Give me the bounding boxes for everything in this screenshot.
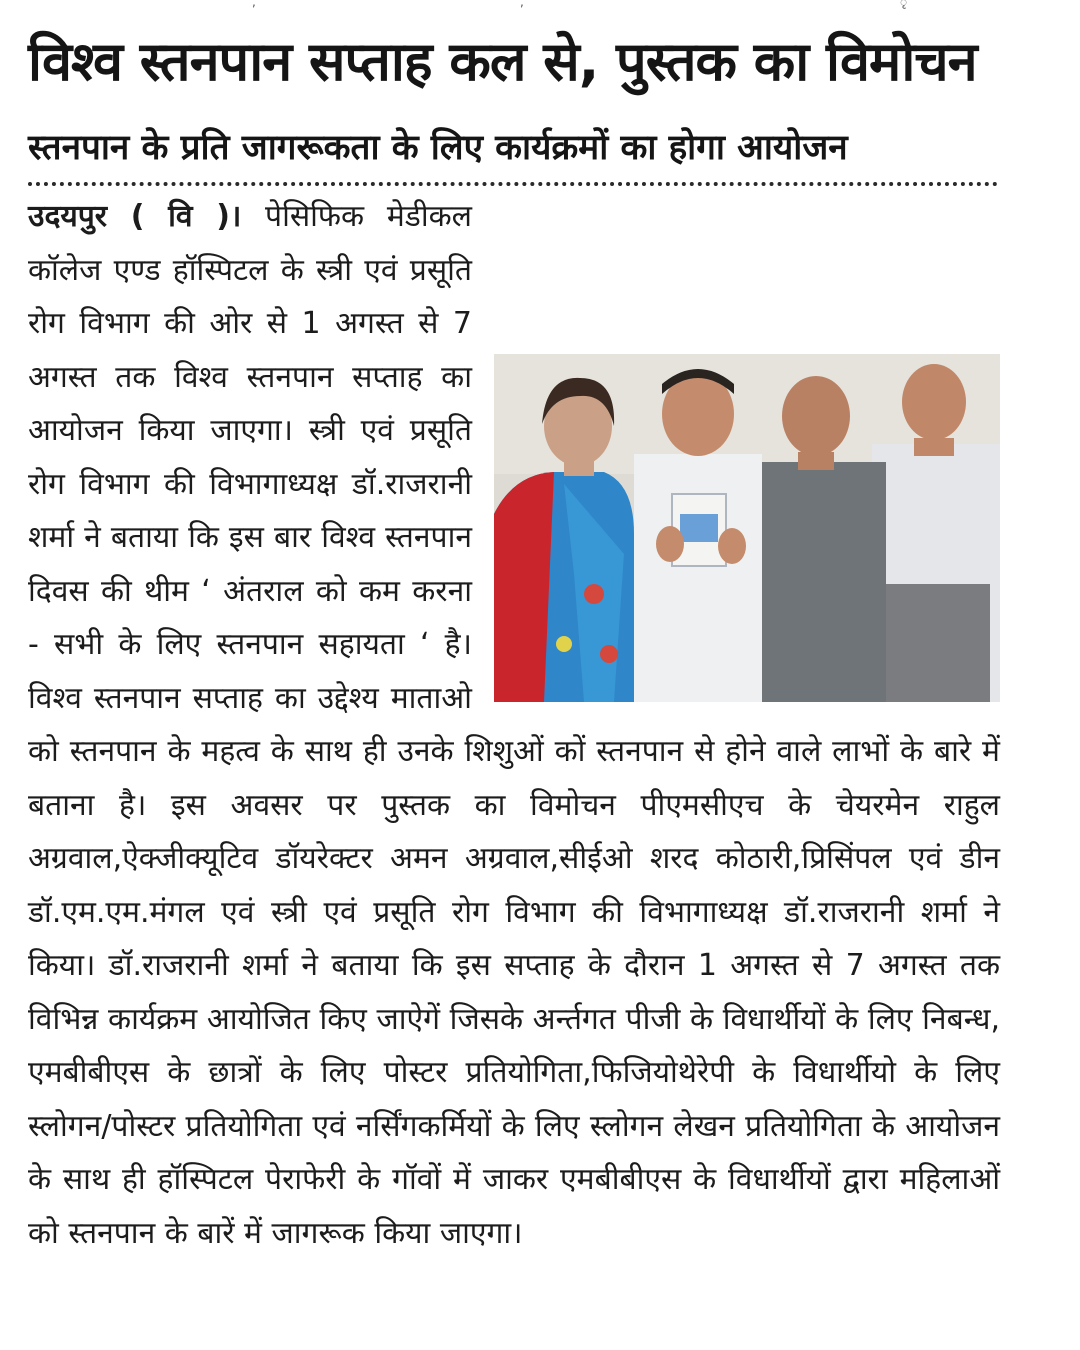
article-dateline: उदयपुर ( वि )। — [28, 199, 266, 234]
photo-four-people-holding-book — [494, 354, 1000, 702]
dotted-divider — [28, 182, 998, 186]
clipped-previous-column: , , ृ — [252, 0, 908, 9]
article-body-text: पेसिफिक मेडीकल कॉलेज एण्ड हॉस्पिटल के स्त्री एवं प्रसूति रोग विभाग की ओर से 1 अगस्त से 7 अगस्त तक विश्व स्तनपान सप्ताह का आयोजन किया जाएगा। स्त्री एवं प्रसूति रोग विभाग की विभागाध्यक्ष डॉ.राजरानी शर्मा ने बताया कि इस बार विश्व स्तनपान दिवस की थीम ‘ अंतराल को कम करना - सभी के लिए स्तनपान सहायता ‘ है। विश्व स्तनपान सप्ताह का उद्देश्य माताओ को स्तनपान के महत्व के साथ ही उनके शिशुओं कों स्तनपान से होने वाले लाभों के बारे में बताना है। इस अवसर पर पुस्तक का विमोचन पीएमसीएच के चेयरमेन राहुल अग्रवाल,ऐक्जीक्यूटिव डॉयरेक्टर अमन अग्रवाल,सीईओ शरद कोठारी,प्रिसिंपल एवं डीन डॉ.एम.एम.मंगल एवं स्त्री एवं प्रसूति रोग विभाग की विभागाध्यक्ष डॉ.राजरानी शर्मा ने किया। डॉ.राजरानी शर्मा ने बताया कि इस सप्ताह के दौरान 1 अगस्त से 7 अगस्त तक विभिन्न कार्यक्रम आयोजित किए जाऐगें जिसके अर्न्तगत पीजी के विधार्थीयों के लिए निबन्ध, एमबीबीएस के छात्रों के लिए पोस्टर प्रतियोगिता,फिजियोथेरेपी के विधार्थीयो के लिए स्लोगन/पोस्टर प्रतियोगिता एवं नर्सिंगकर्मियों के लिए स्लोगन लेखन प्रतियोगिता के आयोजन के साथ ही हॉस्पिटल पेराफेरी के गॉवों में जाकर एमबीबीएस के विधार्थीयों द्वारा महिलाओं को स्तनपान के बारें में जागरूक किया जाएगा। — [28, 199, 1000, 1251]
article-body — [28, 190, 1000, 1260]
article-photo — [494, 354, 1000, 702]
article-subheadline: स्तनपान के प्रति जागरूकता के लिए कार्यक्रमों का होगा आयोजन — [28, 128, 848, 168]
article-headline: विश्व स्तनपान सप्ताह कल से, पुस्तक का विमोचन — [28, 30, 977, 93]
